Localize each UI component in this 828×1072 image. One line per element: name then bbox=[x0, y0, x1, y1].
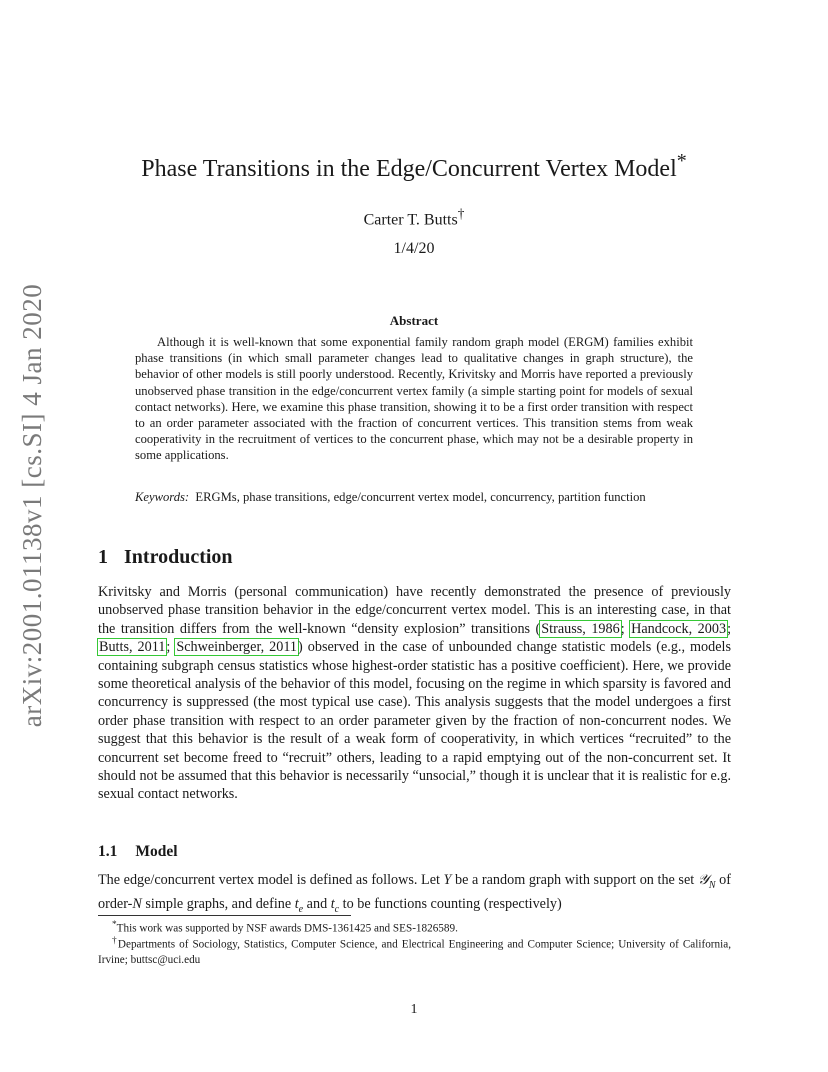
footnote-divider bbox=[98, 915, 351, 916]
math-set-subscript: N bbox=[708, 879, 716, 891]
citation-link-schweinberger[interactable]: Schweinberger, 2011 bbox=[176, 639, 298, 656]
footnote-text: This work was supported by NSF awards DMS-1361425 and SES-1826589. bbox=[116, 922, 458, 935]
subsection-heading-model bbox=[98, 843, 178, 861]
math-set-y bbox=[697, 872, 716, 891]
keywords-list: ERGMs, phase transitions, edge/concurrent vertex model, concurrency, partition function bbox=[195, 490, 646, 504]
arxiv-identifier-text: arXiv:2001.01138v1 [cs.SI] 4 Jan 2020 bbox=[17, 283, 48, 727]
model-text-part: of order- bbox=[98, 872, 731, 913]
introduction-paragraph bbox=[98, 583, 731, 804]
model-text-part: to be functions counting (respectively) bbox=[339, 896, 562, 913]
model-text-part: The edge/concurrent vertex model is defined as follows. Let bbox=[98, 872, 444, 888]
paper-title-text: Phase Transitions in the Edge/Concurrent Vertex Model bbox=[141, 156, 677, 182]
model-text-part: simple graphs, and define bbox=[141, 896, 295, 913]
footnote-affiliation bbox=[98, 934, 731, 968]
citation-separator: ; bbox=[727, 620, 732, 637]
section-number: 1 bbox=[98, 546, 108, 568]
model-text-part: be a random graph with support on the set bbox=[451, 872, 698, 888]
section-title: Introduction bbox=[124, 546, 233, 568]
section-heading-introduction bbox=[98, 546, 233, 569]
arxiv-identifier bbox=[2, 283, 64, 727]
citation-link-butts[interactable]: Butts, 2011 bbox=[99, 639, 166, 656]
math-var-y: Y bbox=[443, 872, 452, 888]
intro-text-part: Krivitsky and Morris (personal communication) have recently demonstrated the presence of previously unobserved phase transition behavior in the edge/concurrent vertex model. This is an interesting case, in that the transition differs from the well-known “density explosion” transitions ( bbox=[98, 584, 731, 637]
author-name: Carter T. Butts bbox=[363, 211, 458, 229]
subsection-title: Model bbox=[135, 843, 178, 860]
footnote-text: Departments of Sociology, Statistics, Computer Science, and Electrical Engineering and Computer Science; University of California, Irvine; buttsc@uci.edu bbox=[98, 938, 731, 966]
math-subscript-e: e bbox=[298, 904, 304, 916]
footnote-mark: * bbox=[112, 920, 117, 930]
subsection-number: 1.1 bbox=[98, 843, 118, 860]
math-var-n: N bbox=[132, 896, 142, 913]
citation-link-strauss[interactable]: Strauss, 1986 bbox=[541, 620, 620, 637]
abstract-heading: Abstract bbox=[389, 313, 439, 328]
citation-separator: ; bbox=[166, 639, 176, 656]
keywords bbox=[135, 489, 693, 505]
footnote-mark: † bbox=[112, 936, 118, 946]
intro-text-part: ) observed in the case of unbounded change statistic models (e.g., models containing subgraph census statistics whose highest-order statistic has a positive coefficient). Here, we provide some theoretical analysis of the behavior of this model, focusing on the regime in which sparsity is favored and concurrency is suppressed (the most typical use case). This analysis suggests that the model undergoes a first order phase transition with respect to an order parameter given by the fraction of non-concurrent nodes. We suggest that this behavior is the result of a weak form of cooperativity, in which vertices “recruited” to the concurrent set become freed to “recruit” others, leading to a rapid emptying out of the non-concurrent set. It should not be assumed that this behavior is necessarily “unsocial,” though it is unclear that it is realistic for e.g. sexual contact networks. bbox=[98, 639, 732, 803]
math-subscript-c: c bbox=[334, 904, 340, 916]
page-number: 1 bbox=[410, 1002, 418, 1017]
title-footnote-mark: * bbox=[676, 150, 687, 172]
math-var-tc bbox=[330, 896, 340, 916]
citation-separator: ; bbox=[620, 620, 631, 637]
paper-title bbox=[98, 150, 730, 183]
keywords-label: Keywords: bbox=[135, 490, 190, 504]
math-set-symbol: 𝒴 bbox=[697, 872, 709, 888]
math-symbol-t: t bbox=[294, 896, 299, 913]
citation-link-handcock[interactable]: Handcock, 2003 bbox=[631, 620, 727, 637]
author-line bbox=[98, 206, 730, 229]
math-var-te bbox=[294, 896, 304, 916]
paper-date: 1/4/20 bbox=[393, 240, 435, 257]
model-text-part: and bbox=[303, 896, 331, 913]
abstract-body: Although it is well-known that some exponential family random graph model (ERGM) families exhibit phase transitions (in which small parameter changes lead to qualitative changes in graph structure), the behavior of other models is still poorly understood. Recently, Krivitsky and Morris have reported a previously unobserved phase transition in the edge/concurrent vertex family (a simple starting point for models of sexual contact networks). Here, we examine this phase transition, showing it to be a first order transition with respect to an order parameter associated with the fraction of concurrent vertices. This transition stems from weak cooperativity in the recruitment of vertices to the concurrent phase, which may not be a desirable property in some applications. bbox=[135, 335, 693, 463]
math-symbol-t: t bbox=[330, 896, 335, 913]
author-footnote-mark: † bbox=[457, 206, 465, 221]
model-paragraph bbox=[98, 871, 731, 919]
